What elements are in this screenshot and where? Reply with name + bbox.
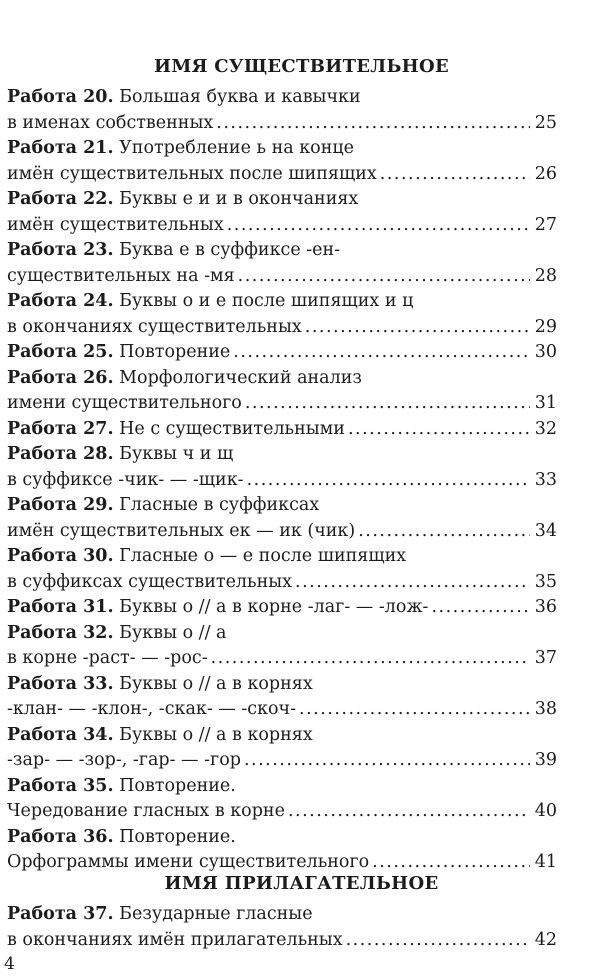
toc-entry-27 <box>7 417 557 443</box>
toc-entry-title <box>7 366 557 392</box>
toc-entry-leader-line <box>7 748 557 774</box>
toc-entry-title <box>7 340 230 366</box>
toc-entry-title <box>7 442 557 468</box>
dot-leader <box>211 646 530 672</box>
toc-entry-title <box>7 672 557 698</box>
page-number: 27 <box>534 214 557 235</box>
entry-title-text: Буквы о // а в корнях <box>113 724 313 745</box>
entry-title-continuation: в окончаниях существительных <box>7 316 302 337</box>
entry-title-text: Буквы ч и щ <box>113 444 234 464</box>
footer-page-number: 4 <box>4 954 15 974</box>
toc-entry-36 <box>7 825 557 876</box>
entry-title-continuation: в корне -раст- — -рос- <box>7 648 208 668</box>
entry-title-text: Не с существительными <box>113 418 345 439</box>
dot-leader <box>358 519 530 545</box>
entry-title-text: Повторение <box>113 342 231 362</box>
toc-entry-leader-line <box>7 646 557 672</box>
toc-entry-title <box>7 544 557 570</box>
dot-leader <box>247 468 530 494</box>
toc-entry-leader-line <box>7 570 557 596</box>
toc-entry-leader-line <box>7 315 557 341</box>
entry-title-continuation: в именах собственных <box>7 112 214 133</box>
entry-title-text: Буква е в суффиксе -ен- <box>113 240 341 260</box>
toc-entry-title <box>7 621 557 647</box>
work-number: Работа 30. <box>7 546 114 566</box>
toc-entry-title <box>7 723 557 749</box>
toc-entry-title <box>7 774 557 800</box>
entry-title-text: Буквы е и и в окончаниях <box>113 189 359 209</box>
toc-entry-leader-line <box>7 417 557 443</box>
entry-title-continuation: -зар- — -зор-, -гар- — -гор <box>7 750 241 770</box>
dot-leader <box>299 697 530 723</box>
dot-leader <box>431 595 530 621</box>
toc-entry-22 <box>7 187 557 238</box>
toc-entry-24 <box>7 289 557 340</box>
page-number: 41 <box>534 852 557 872</box>
dot-leader <box>245 391 530 417</box>
page-number: 31 <box>534 393 557 413</box>
toc-entry-28 <box>7 442 557 493</box>
work-number: Работа 32. <box>7 622 114 643</box>
work-number: Работа 23. <box>7 240 114 260</box>
toc-entry-30 <box>7 544 557 595</box>
work-number: Работа 29. <box>7 495 114 515</box>
toc-entry-35 <box>7 774 557 825</box>
entry-title-text: Морфологический анализ <box>113 367 362 388</box>
entry-title-continuation: в суффиксах существительных <box>7 571 293 592</box>
toc-entry-leader-line <box>7 799 557 825</box>
toc-entry-34 <box>7 723 557 774</box>
page-number: 33 <box>534 469 557 490</box>
toc-entry-leader-line <box>7 391 557 417</box>
dot-leader <box>216 111 530 137</box>
work-number: Работа 31. <box>7 597 114 617</box>
toc-entry-leader-line <box>7 111 557 137</box>
entry-title-text: Гласные о — е после шипящих <box>113 546 407 566</box>
dot-leader <box>380 162 530 188</box>
dot-leader <box>233 340 530 366</box>
entry-title-text: Буквы о и е после шипящих и ц <box>113 291 414 311</box>
work-number: Работа 26. <box>7 367 114 388</box>
toc-entry-title <box>7 902 557 928</box>
page-number: 26 <box>534 163 557 184</box>
toc-entry-leader-line <box>7 928 557 954</box>
entry-title-text: Употребление ь на конце <box>113 138 354 158</box>
entry-title-text: Большая буква и кавычки <box>113 87 361 107</box>
entry-title-continuation: в окончаниях имён прилагательных <box>7 929 343 950</box>
toc-entry-29 <box>7 493 557 544</box>
entry-title-text: Гласные в суффиксах <box>113 495 320 515</box>
section-heading-adjective: ИМЯ ПРИЛАГАТЕЛЬНОЕ <box>164 873 439 894</box>
entry-title-continuation: Орфограммы имени существительного <box>7 852 370 872</box>
work-number: Работа 25. <box>7 342 114 362</box>
page-number: 29 <box>534 316 557 337</box>
toc-entry-32 <box>7 621 557 672</box>
page-number: 28 <box>534 265 557 286</box>
page-number: 35 <box>534 571 557 592</box>
toc-entry-title <box>7 417 345 443</box>
page-number: 37 <box>534 648 557 668</box>
entry-title-text: Буквы о // а <box>113 622 227 643</box>
entry-title-text: Повторение. <box>113 775 236 796</box>
entry-title-continuation: имён существительных <box>7 214 224 235</box>
toc-entry-leader-line <box>7 595 557 621</box>
page-number: 40 <box>534 801 557 821</box>
work-number: Работа 35. <box>7 775 114 796</box>
entry-title-text: Буквы о // а в корне -лаг- — -лож- <box>113 597 429 617</box>
page-number: 30 <box>534 342 557 362</box>
page-number: 25 <box>534 112 557 133</box>
work-number: Работа 33. <box>7 673 114 694</box>
toc-entry-leader-line <box>7 468 557 494</box>
work-number: Работа 27. <box>7 418 114 439</box>
toc-entry-leader-line <box>7 162 557 188</box>
toc-entry-title <box>7 595 428 621</box>
entry-title-text: Повторение. <box>113 826 236 847</box>
work-number: Работа 22. <box>7 189 114 209</box>
entry-title-text: Безударные гласные <box>113 904 313 924</box>
toc-entry-leader-line <box>7 213 557 239</box>
page-number: 32 <box>534 418 557 439</box>
toc-entry-title <box>7 136 557 162</box>
work-number: Работа 21. <box>7 138 114 158</box>
page-number: 36 <box>534 597 557 617</box>
toc-entry-leader-line <box>7 697 557 723</box>
toc-entry-26 <box>7 366 557 417</box>
toc-entry-33 <box>7 672 557 723</box>
work-number: Работа 34. <box>7 724 114 745</box>
dot-leader <box>346 928 530 954</box>
page-number: 39 <box>534 750 557 770</box>
entry-title-continuation: имён существительных после шипящих <box>7 163 377 184</box>
entry-title-continuation: имён существительных ек — ик (чик) <box>7 520 356 541</box>
toc-entry-23 <box>7 238 557 289</box>
toc-entry-leader-line <box>7 264 557 290</box>
entry-title-text: Буквы о // а в корнях <box>113 673 313 694</box>
toc-entry-21 <box>7 136 557 187</box>
dot-leader <box>348 417 530 443</box>
toc-entry-37 <box>7 902 557 953</box>
toc-entry-leader-line <box>7 519 557 545</box>
dot-leader <box>238 264 530 290</box>
toc-entry-25 <box>7 340 557 366</box>
toc-entry-title <box>7 187 557 213</box>
work-number: Работа 28. <box>7 444 114 464</box>
work-number: Работа 24. <box>7 291 114 311</box>
entry-title-continuation: Чередование гласных в корне <box>7 801 285 821</box>
toc-entry-31 <box>7 595 557 621</box>
toc-entry-title <box>7 493 557 519</box>
section-heading-noun: ИМЯ СУЩЕСТВИТЕЛЬНОЕ <box>154 56 449 77</box>
toc-entry-title <box>7 825 557 851</box>
page-number: 42 <box>534 929 557 950</box>
toc-entry-20 <box>7 85 557 136</box>
work-number: Работа 37. <box>7 904 114 924</box>
entry-title-continuation: имени существительного <box>7 393 242 413</box>
dot-leader <box>244 748 530 774</box>
toc-entry-title <box>7 85 557 111</box>
page-number: 34 <box>534 520 557 541</box>
dot-leader <box>288 799 530 825</box>
dot-leader <box>295 570 530 596</box>
entry-title-continuation: в суффиксе -чик- — -щик- <box>7 469 244 490</box>
toc-entry-title <box>7 289 557 315</box>
dot-leader <box>305 315 530 341</box>
dot-leader <box>227 213 530 239</box>
page-number: 38 <box>534 699 557 719</box>
entry-title-continuation: -клан- — -клон-, -скак- — -скоч- <box>7 699 297 719</box>
toc-entry-title <box>7 238 557 264</box>
entry-title-continuation: существительных на -мя <box>7 265 235 286</box>
work-number: Работа 36. <box>7 826 114 847</box>
work-number: Работа 20. <box>7 87 114 107</box>
toc-entry-leader-line <box>7 340 557 366</box>
